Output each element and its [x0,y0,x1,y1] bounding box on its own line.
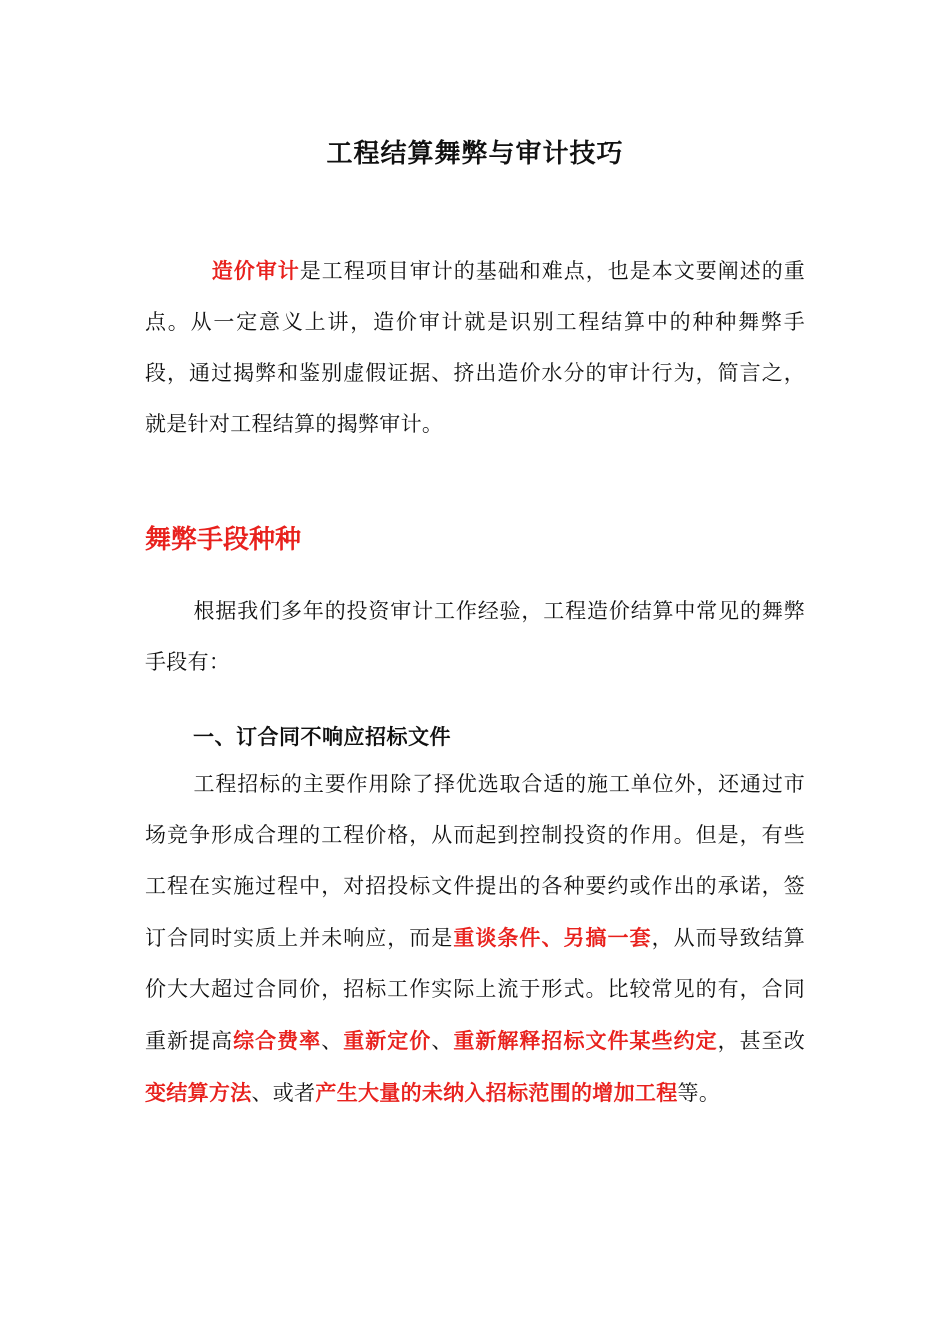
document-title: 工程结算舞弊与审计技巧 [326,139,624,169]
highlight-phrase: 产生大量的未纳入招标范围的增加工程 [315,1080,678,1105]
body-text: 工程招标的主要作用除了择优选取合适的施工单位外，还通过市场竞争形成合理的工程价格，从而起到控制投资的作用。但是，有些工程在实施过程中，对招投标文件提出的各种要约或作出的承诺，签订合同时实质上并未响应，而是 [145,772,805,950]
highlight-phrase: 重新解释招标文件某些约定 [453,1028,718,1053]
body-text: 、或者 [251,1081,316,1105]
highlight-phrase: 重新定价 [343,1028,432,1053]
intro-paragraph [145,245,805,450]
highlight-phrase: 变结算方法 [145,1080,252,1105]
intro-term-highlight: 造价审计 [211,258,300,283]
intro-text: 是工程项目审计的基础和难点，也是本文要阐述的重点。从一定意义上讲，造价审计就是识别工程结算中的种种舞弊手段，通过揭弊和鉴别虚假证据、挤出造价水分的审计行为，简言之，就是针对工程结算的揭弊审计。 [145,259,805,436]
subsection-heading: 一、订合同不响应招标文件 [193,724,451,749]
section-heading: 舞弊手段种种 [145,525,302,555]
section-intro-text: 根据我们多年的投资审计工作经验，工程造价结算中常见的舞弊手段有： [145,599,805,674]
section-intro-paragraph [145,586,805,688]
body-text: ，从而导致结算价大大超过合同价，招标工作实际上流于形式。比较常见的有，合同重新提高 [145,926,806,1053]
body-text: 、 [431,1029,454,1053]
body-text: 、 [321,1029,344,1053]
body-text: ，甚至改 [717,1029,805,1053]
highlight-phrase: 综合费率 [233,1028,322,1053]
body-text: 等。 [677,1081,721,1105]
highlight-phrase: 重谈条件、另搞一套 [453,925,652,950]
subsection-paragraph [145,759,805,1119]
